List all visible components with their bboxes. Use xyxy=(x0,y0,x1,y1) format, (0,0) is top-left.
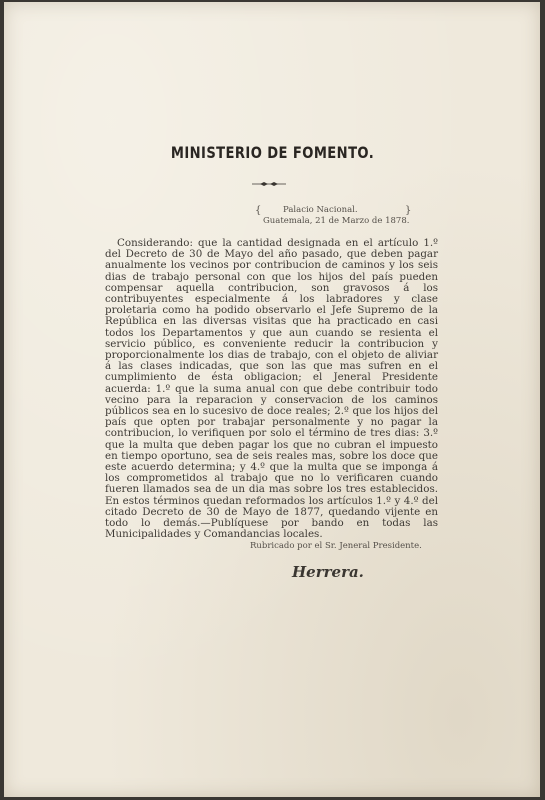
bracket-right: } xyxy=(405,205,412,216)
dateline-date: Guatemala, 21 de Marzo de 1878. xyxy=(263,216,410,226)
signature: Herrera. xyxy=(292,563,364,581)
dateline-place: Palacio Nacional. xyxy=(283,205,358,215)
ornament-divider xyxy=(252,181,286,187)
decree-body: Considerando: que la cantidad designada en el artículo 1.º del Decreto de 30 de Mayo del año pasado, que deben pagar anualmente los vecinos por contribucion de caminos y los seis dias de trabajo personal con que los hijos del país pueden compensar aquella contribucion, son gravosos á los contribuyentes especialmente á los labradores y clase proletaria como ha podido observarlo el Jefe Supremo de la República en las diversas visitas que ha practicado en casi todos los Departamentos y que aun cuando se resienta el servicio público, es conveniente reducir la contribucion y proporcionalmente los dias de trabajo, con el objeto de aliviar á las clases indicadas, que son las que mas sufren en el cumplimiento de ésta obligacion; el Jeneral Presidente acuerda: 1.º que la suma anual con que debe contribuir todo vecino para la reparacion y conservacion de los caminos públicos sea en lo sucesivo de doce reales; 2.º que los hijos del país que opten por trabajar personalmente y no pagar la contribucion, lo verifiquen por solo el término de tres dias: 3.º que la multa que deben pagar los que no cubran el impuesto en tiempo oportuno, sea de seis reales mas, sobre los doce que este acuerdo determina; y 4.º que la multa que se imponga á los comprometidos al trabajo que no lo verificaren cuando fueren llamados sea de un dia mas sobre los tres establecidos. En estos términos quedan reformados los artículos 1.º y 4.º del citado Decreto de 30 de Mayo de 1877, quedando vijente en todo lo demás.—Publíquese por bando en todas las Municipalidades y Comandancias locales. xyxy=(105,237,438,541)
document-title: MINISTERIO DE FOMENTO. xyxy=(170,143,375,162)
bracket-left: { xyxy=(255,205,262,216)
rubricado-line: Rubricado por el Sr. Jeneral Presidente. xyxy=(250,541,422,551)
